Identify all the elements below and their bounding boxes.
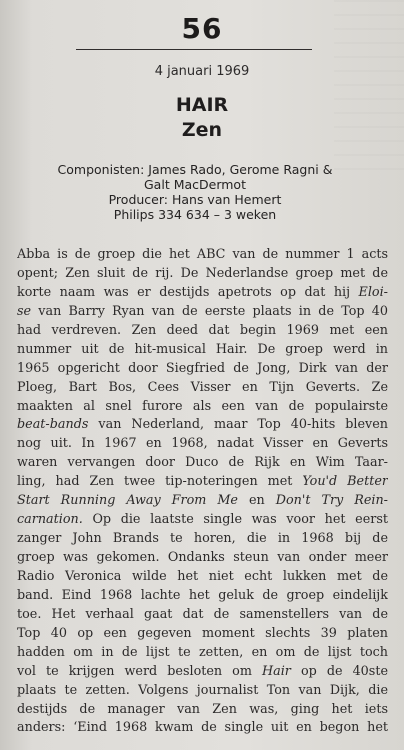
artist-name: Zen xyxy=(181,119,223,141)
text-run: Radio Veronica wilde het niet echt lukken met de xyxy=(17,568,388,584)
text-run: op de 40ste xyxy=(290,663,388,679)
text-run: had verdreven. Zen deed dat begin 1969 met een xyxy=(17,322,388,338)
italic-text: Eloi- xyxy=(358,284,388,300)
text-run: Ploeg, Bart Bos, Cees Visser en Tijn Geverts. Ze xyxy=(17,379,388,395)
article-line xyxy=(17,398,388,417)
song-title: HAIR xyxy=(175,94,229,116)
italic-text: You'd Better xyxy=(302,474,388,490)
article-line xyxy=(17,284,388,303)
chart-date: 4 januari 1969 xyxy=(154,64,250,79)
header-rule xyxy=(76,49,312,50)
text-run: hadden om in de lijst te zetten, en om de lijst toch xyxy=(17,644,388,660)
article-line xyxy=(17,454,388,473)
article-line xyxy=(17,341,388,360)
text-run: zanger John Brands te horen, die in 1968 bij de xyxy=(17,531,388,547)
text-run: 1965 opgericht door Siegfried de Jong, Dirk van der xyxy=(17,360,388,376)
text-run: vol te krijgen werd besloten om xyxy=(17,663,262,679)
italic-text: beat-bands xyxy=(17,417,89,433)
article-line xyxy=(17,701,388,720)
italic-text: se xyxy=(17,303,32,319)
article-line xyxy=(17,549,388,568)
article-line xyxy=(17,303,388,322)
text-run: Top 40 op een gegeven moment slechts 39 platen xyxy=(17,625,388,641)
article-line xyxy=(17,682,388,701)
text-run: groep was gekomen. Ondanks steun van onder meer xyxy=(17,550,388,565)
article-line xyxy=(17,530,388,549)
text-run: ling, had Zen twee tip-noteringen met xyxy=(17,474,303,490)
article-line xyxy=(17,379,388,398)
italic-text: Start Running Away From Me xyxy=(17,493,238,509)
text-run: korte naam was er destijds apetrots op dat hij xyxy=(17,284,359,300)
article-line xyxy=(17,644,388,663)
text-run: nog uit. In 1967 en 1968, nadat Visser en Geverts xyxy=(17,436,388,452)
chart-position-number: 56 xyxy=(181,12,223,45)
article-line xyxy=(17,587,388,606)
article-line xyxy=(17,625,388,644)
credits-block xyxy=(30,162,360,222)
text-run: van Barry Ryan van de eerste plaats in de Top 40 xyxy=(31,303,388,319)
article-line xyxy=(17,663,388,682)
text-run: Op die laatste single was voor het eerst xyxy=(82,512,388,528)
article-line xyxy=(17,265,388,284)
text-run: band. Eind 1968 lachte het geluk de groep eindelijk xyxy=(17,587,388,603)
article-line xyxy=(17,492,388,511)
text-run: anders: ‘Eind 1968 kwam de single uit en begon het xyxy=(17,720,388,736)
article-line xyxy=(17,473,388,492)
article-line xyxy=(17,322,388,341)
italic-text: Don't Try Rein- xyxy=(275,493,388,509)
article-line xyxy=(17,416,388,435)
italic-text: Hair xyxy=(262,663,291,679)
article-line xyxy=(17,511,388,530)
article-line xyxy=(17,568,388,587)
text-run: Abba is de groep die het ABC van de nummer 1 acts xyxy=(17,247,388,262)
composers-line-1: Componisten: James Rado, Gerome Ragni & xyxy=(57,162,333,177)
article-line xyxy=(17,435,388,454)
article-line xyxy=(17,246,388,265)
article-body xyxy=(17,246,388,738)
text-run: nummer uit de hit-musical Hair. De groep werd in xyxy=(17,341,388,357)
text-run: destijds de manager van Zen was, ging het iets xyxy=(17,701,388,717)
text-run: toe. Het verhaal gaat dat de samenstellers van de xyxy=(17,606,388,622)
text-run: plaats te zetten. Volgens journalist Ton van Dijk, die xyxy=(17,682,388,698)
producer-line: Producer: Hans van Hemert xyxy=(108,192,282,207)
article-line xyxy=(17,719,388,738)
italic-text: carnation. xyxy=(17,512,83,528)
text-run: maakten al snel furore als een van de populairste xyxy=(17,398,388,414)
release-line: Philips 334 634 – 3 weken xyxy=(113,207,277,222)
text-run: en xyxy=(237,493,276,509)
article-line xyxy=(17,606,388,625)
text-run: van Nederland, maar Top 40-hits bleven xyxy=(88,417,388,433)
text-run: waren vervangen door Duco de Rijk en Wim Taar- xyxy=(17,455,388,471)
composers-line-2: Galt MacDermot xyxy=(144,177,246,192)
article-line xyxy=(17,360,388,379)
text-run: opent; Zen sluit de rij. De Nederlandse groep met de xyxy=(17,265,388,281)
